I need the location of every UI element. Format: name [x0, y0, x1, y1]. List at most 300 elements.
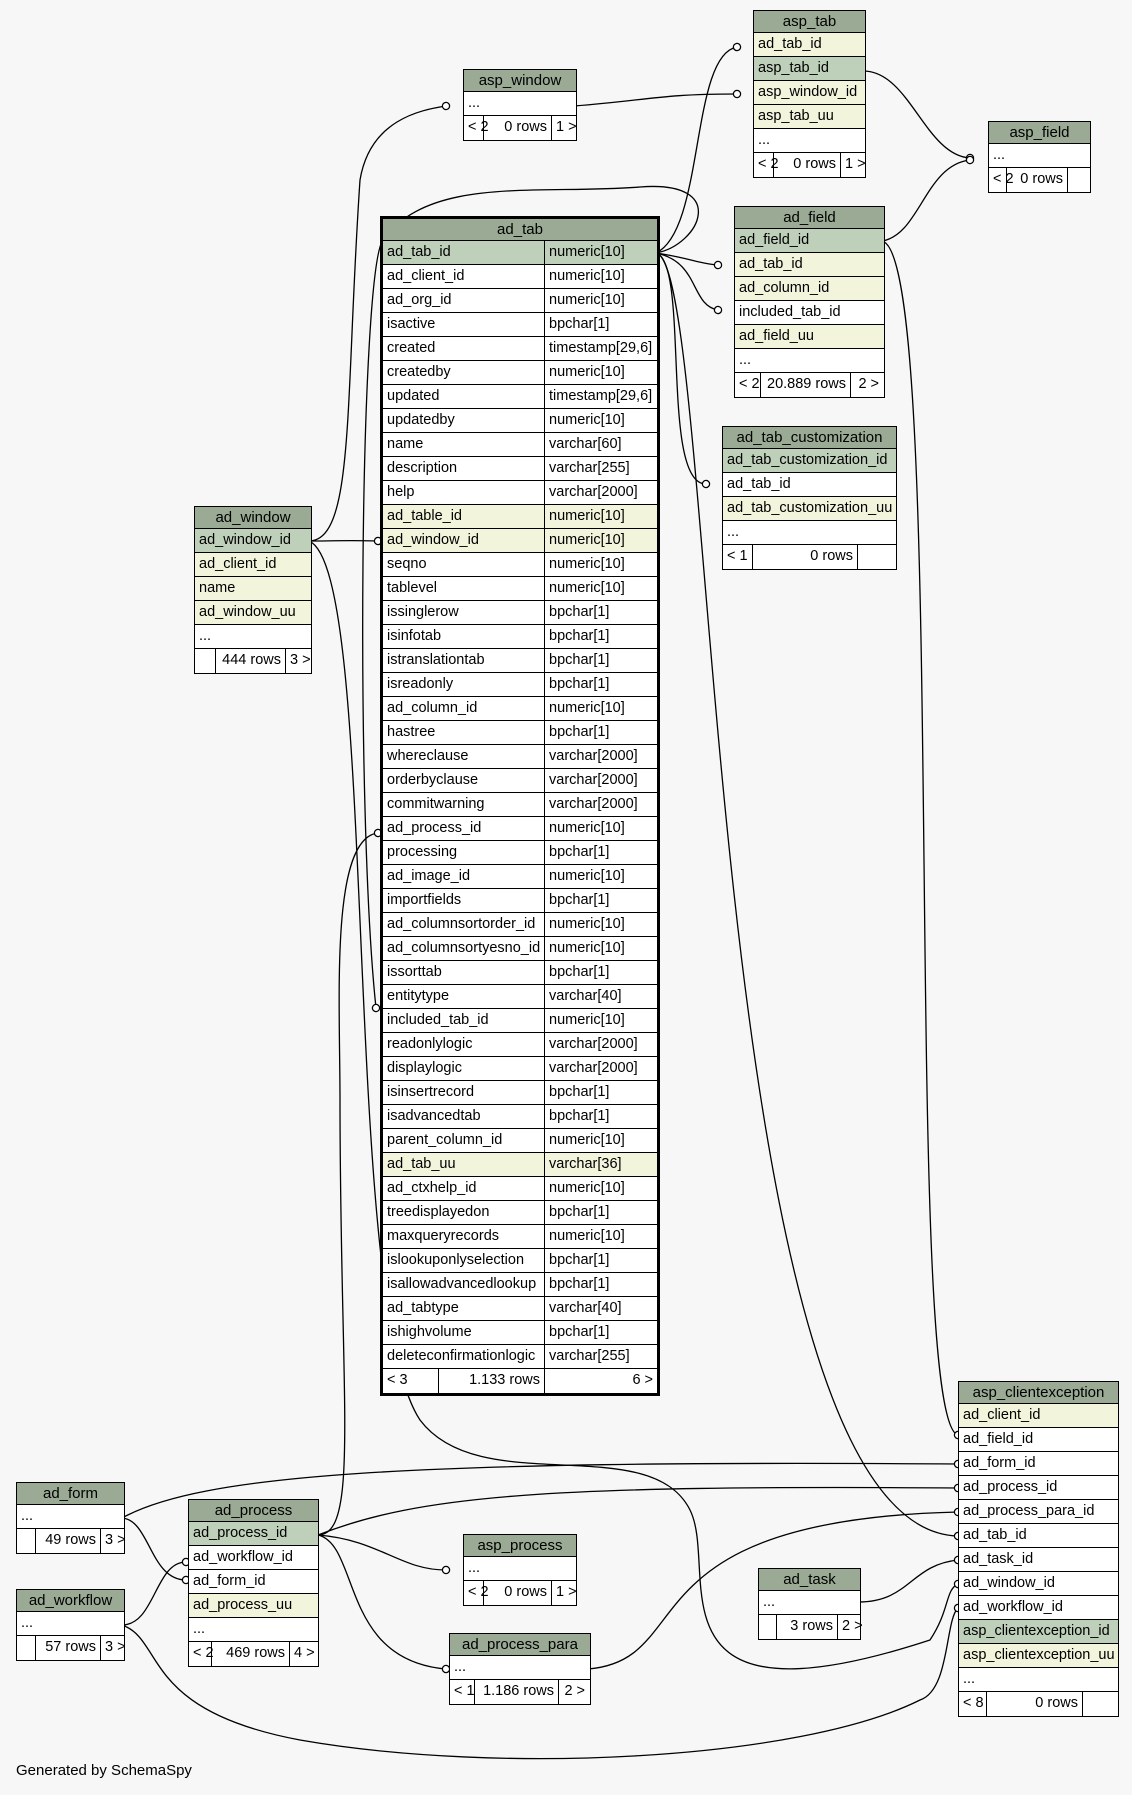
column-name: seqno: [387, 556, 427, 572]
column-type: numeric[10]: [544, 361, 657, 384]
column-row[interactable]: [959, 1572, 1118, 1596]
row-count: 1.133 rows: [438, 1369, 544, 1393]
column-row[interactable]: [383, 313, 657, 337]
parents-nav-link[interactable]: < 2: [468, 1584, 489, 1600]
column-type: bpchar[1]: [544, 1105, 657, 1128]
column-row[interactable]: [189, 1618, 318, 1642]
column-type: bpchar[1]: [544, 721, 657, 744]
parents-nav-link[interactable]: [195, 649, 215, 673]
column-row[interactable]: [759, 1591, 860, 1615]
column-row[interactable]: [735, 301, 884, 325]
column-name: ad_tab_uu: [387, 1156, 456, 1172]
column-row[interactable]: [383, 1009, 657, 1033]
table-ad-process-para[interactable]: [449, 1633, 591, 1705]
row-count: 20.889 rows: [760, 373, 850, 397]
edge-ad-workflow-ad-process: [122, 1562, 186, 1625]
column-row[interactable]: [959, 1548, 1118, 1572]
column-row[interactable]: [383, 1177, 657, 1201]
column-row[interactable]: [195, 577, 311, 601]
column-row[interactable]: [464, 1557, 576, 1581]
column-name: ad_process_id: [193, 1525, 288, 1541]
column-name: ad_tab_customization_uu: [727, 500, 893, 516]
column-name: asp_tab_uu: [758, 108, 834, 124]
row-count: 0 rows: [752, 545, 857, 569]
table-title[interactable]: ad_workflow: [17, 1590, 124, 1612]
column-row[interactable]: [723, 521, 896, 545]
column-type: numeric[10]: [544, 913, 657, 936]
column-row[interactable]: [383, 1105, 657, 1129]
edge-ad-process-asp-clientexception: [318, 1488, 958, 1535]
column-type: numeric[10]: [544, 505, 657, 528]
parents-nav-link[interactable]: < 2: [758, 156, 779, 172]
table-asp-process[interactable]: [463, 1534, 577, 1606]
column-type: varchar[40]: [544, 985, 657, 1008]
column-name: ad_columnsortyesno_id: [387, 940, 541, 956]
column-row[interactable]: [383, 889, 657, 913]
column-name: included_tab_id: [387, 1012, 489, 1028]
column-row[interactable]: [959, 1524, 1118, 1548]
children-nav-link[interactable]: 3 >: [100, 1529, 123, 1553]
column-row[interactable]: [959, 1644, 1118, 1668]
column-row[interactable]: [383, 481, 657, 505]
table-title[interactable]: asp_field: [989, 122, 1090, 144]
column-row[interactable]: [383, 913, 657, 937]
column-type: varchar[255]: [544, 457, 657, 480]
column-row[interactable]: [383, 793, 657, 817]
column-name: ad_tab_id: [758, 36, 822, 52]
column-name: ad_window_id: [387, 532, 479, 548]
column-type: bpchar[1]: [544, 1321, 657, 1344]
column-name: readonlylogic: [387, 1036, 473, 1052]
column-row[interactable]: [383, 1249, 657, 1273]
table-ad-field[interactable]: [734, 206, 885, 398]
row-count: 3 rows: [776, 1615, 837, 1639]
column-name: deleteconfirmationlogic: [387, 1348, 536, 1364]
column-type: numeric[10]: [544, 577, 657, 600]
column-name: issorttab: [387, 964, 442, 980]
column-type: varchar[2000]: [544, 1057, 657, 1080]
column-row[interactable]: [383, 1321, 657, 1345]
table-asp-clientexception[interactable]: [958, 1381, 1119, 1717]
column-row[interactable]: [383, 337, 657, 361]
table-footer: [17, 1529, 124, 1553]
column-type: bpchar[1]: [544, 313, 657, 336]
column-name: ...: [763, 1594, 776, 1610]
parents-nav-link[interactable]: < 2: [468, 119, 489, 135]
column-type: bpchar[1]: [544, 889, 657, 912]
column-type: bpchar[1]: [544, 1081, 657, 1104]
column-name: processing: [387, 844, 458, 860]
row-count: 469 rows: [211, 1642, 289, 1666]
column-type: bpchar[1]: [544, 961, 657, 984]
edge-ad-process-ad-process-para: [318, 1535, 446, 1669]
column-type: varchar[40]: [544, 1297, 657, 1320]
column-row[interactable]: [195, 529, 311, 553]
column-row[interactable]: [383, 361, 657, 385]
column-type: numeric[10]: [544, 265, 657, 288]
column-name: islookuponlyselection: [387, 1252, 525, 1268]
column-name: ad_org_id: [387, 292, 452, 308]
column-row[interactable]: [383, 529, 657, 553]
column-name: ...: [21, 1615, 34, 1631]
column-name: ...: [454, 1659, 467, 1675]
column-row[interactable]: [735, 325, 884, 349]
column-type: varchar[60]: [544, 433, 657, 456]
edge-ad-tab-ad-field-included: [656, 253, 718, 310]
column-row[interactable]: [189, 1570, 318, 1594]
table-title[interactable]: ad_task: [759, 1569, 860, 1591]
table-footer: [959, 1692, 1118, 1716]
column-name: updated: [387, 388, 440, 404]
column-name: isinsertrecord: [387, 1084, 475, 1100]
generated-by-credit: Generated by SchemaSpy: [16, 1762, 192, 1779]
column-name: ad_tab_id: [387, 244, 451, 260]
column-row[interactable]: [383, 1129, 657, 1153]
row-count: 1.186 rows: [474, 1680, 558, 1704]
parents-nav-link[interactable]: [759, 1615, 776, 1639]
column-name: asp_clientexception_id: [963, 1623, 1110, 1639]
column-name: isreadonly: [387, 676, 454, 692]
column-row[interactable]: [959, 1476, 1118, 1500]
column-name: ad_table_id: [387, 508, 462, 524]
column-name: ...: [468, 1560, 481, 1576]
table-title[interactable]: ad_process: [189, 1500, 318, 1522]
children-nav-link[interactable]: [1067, 168, 1089, 192]
column-type: bpchar[1]: [544, 1201, 657, 1224]
row-count: 0 rows: [773, 153, 840, 177]
column-name: asp_clientexception_uu: [963, 1647, 1115, 1663]
column-name: ad_tabtype: [387, 1300, 459, 1316]
column-row[interactable]: [959, 1452, 1118, 1476]
column-row[interactable]: [959, 1500, 1118, 1524]
column-row[interactable]: [959, 1404, 1118, 1428]
column-row[interactable]: [383, 577, 657, 601]
children-nav-link[interactable]: 2 >: [850, 373, 883, 397]
edge-ad-tab-customization: [656, 253, 706, 484]
column-row[interactable]: [464, 92, 576, 116]
column-type: varchar[2000]: [544, 793, 657, 816]
parents-nav-link[interactable]: < 2: [993, 171, 1014, 187]
children-nav-link[interactable]: 2 >: [558, 1680, 589, 1704]
children-nav-link[interactable]: 3 >: [285, 649, 310, 673]
parents-nav-link[interactable]: < 1: [454, 1683, 475, 1699]
column-row[interactable]: [754, 81, 865, 105]
column-type: numeric[10]: [544, 553, 657, 576]
column-row[interactable]: [189, 1594, 318, 1618]
edge-ad-task-asp-clientexception: [858, 1560, 958, 1602]
column-name: ad_column_id: [739, 280, 830, 296]
column-name: displaylogic: [387, 1060, 462, 1076]
column-row[interactable]: [383, 841, 657, 865]
table-footer: [735, 373, 884, 397]
column-row[interactable]: [383, 1057, 657, 1081]
column-name: ad_image_id: [387, 868, 471, 884]
column-name: ad_task_id: [963, 1551, 1034, 1567]
edge-asp-tab-asp-field: [864, 71, 970, 158]
column-name: ad_workflow_id: [193, 1549, 293, 1565]
column-name: created: [387, 340, 436, 356]
column-name: ad_tab_id: [963, 1527, 1027, 1543]
column-row[interactable]: [959, 1620, 1118, 1644]
column-row[interactable]: [17, 1612, 124, 1636]
column-row[interactable]: [989, 144, 1090, 168]
children-nav-link[interactable]: 1 >: [551, 1581, 575, 1605]
column-row[interactable]: [735, 349, 884, 373]
table-ad-tab-customization[interactable]: [722, 426, 897, 570]
parents-nav-link[interactable]: < 3: [387, 1372, 408, 1388]
column-type: bpchar[1]: [544, 601, 657, 624]
column-name: name: [199, 580, 236, 596]
column-row[interactable]: [383, 937, 657, 961]
column-name: ad_process_para_id: [963, 1503, 1095, 1519]
column-name: ad_field_id: [739, 232, 810, 248]
children-nav-link[interactable]: 3 >: [100, 1636, 123, 1660]
column-row[interactable]: [723, 497, 896, 521]
column-row[interactable]: [754, 129, 865, 153]
table-title[interactable]: asp_clientexception: [959, 1382, 1118, 1404]
children-nav-link[interactable]: [857, 545, 895, 569]
column-row[interactable]: [383, 721, 657, 745]
parents-nav-link[interactable]: < 8: [963, 1695, 984, 1711]
row-count: 0 rows: [483, 116, 551, 140]
children-nav-link[interactable]: 2 >: [837, 1615, 859, 1639]
column-type: numeric[10]: [544, 1225, 657, 1248]
children-nav-link[interactable]: [1082, 1692, 1117, 1716]
column-type: timestamp[29,6]: [544, 337, 657, 360]
column-name: issinglerow: [387, 604, 459, 620]
column-row[interactable]: [450, 1656, 590, 1680]
column-row[interactable]: [383, 961, 657, 985]
parents-nav-link[interactable]: < 1: [727, 548, 748, 564]
column-name: ad_process_id: [963, 1479, 1058, 1495]
column-type: varchar[2000]: [544, 1033, 657, 1056]
column-row[interactable]: [189, 1522, 318, 1546]
table-title[interactable]: ad_tab_customization: [723, 427, 896, 449]
column-row[interactable]: [383, 1297, 657, 1321]
column-type: varchar[2000]: [544, 481, 657, 504]
row-count: 0 rows: [1006, 168, 1067, 192]
table-title[interactable]: ad_field: [735, 207, 884, 229]
column-row[interactable]: [383, 457, 657, 481]
table-footer: [450, 1680, 590, 1704]
column-row[interactable]: [383, 553, 657, 577]
column-row[interactable]: [383, 241, 657, 265]
column-row[interactable]: [383, 601, 657, 625]
table-footer: [723, 545, 896, 569]
column-name: isactive: [387, 316, 436, 332]
column-name: tablevel: [387, 580, 437, 596]
table-asp-tab[interactable]: [753, 10, 866, 178]
column-row[interactable]: [383, 1081, 657, 1105]
column-row[interactable]: [383, 1345, 657, 1369]
table-footer: [189, 1642, 318, 1666]
table-footer: [754, 153, 865, 177]
table-ad-workflow[interactable]: [16, 1589, 125, 1661]
row-count: 0 rows: [483, 1581, 551, 1605]
column-row[interactable]: [754, 57, 865, 81]
column-row[interactable]: [383, 865, 657, 889]
column-name: help: [387, 484, 415, 500]
column-type: varchar[2000]: [544, 769, 657, 792]
column-name: ad_window_id: [963, 1575, 1055, 1591]
parents-nav-link[interactable]: < 2: [193, 1645, 214, 1661]
column-name: ad_ctxhelp_id: [387, 1180, 477, 1196]
table-footer: [989, 168, 1090, 192]
table-footer: [759, 1615, 863, 1639]
column-name: ad_client_id: [199, 556, 277, 572]
column-name: ...: [21, 1508, 34, 1524]
row-count: 57 rows: [35, 1636, 100, 1660]
column-type: bpchar[1]: [544, 625, 657, 648]
column-type: numeric[10]: [544, 409, 657, 432]
column-name: ad_field_id: [963, 1431, 1034, 1447]
column-row[interactable]: [383, 1153, 657, 1177]
row-count: 49 rows: [35, 1529, 100, 1553]
table-footer: [464, 116, 576, 140]
column-name: isinfotab: [387, 628, 442, 644]
column-row[interactable]: [195, 601, 311, 625]
edge-ad-process-ad-tab: [318, 833, 378, 1535]
column-row[interactable]: [735, 253, 884, 277]
column-row[interactable]: [195, 625, 311, 649]
table-asp-field[interactable]: [988, 121, 1091, 193]
column-row[interactable]: [189, 1546, 318, 1570]
column-type: numeric[10]: [544, 1009, 657, 1032]
column-row[interactable]: [383, 817, 657, 841]
column-name: ad_process_uu: [193, 1597, 293, 1613]
column-name: treedisplayedon: [387, 1204, 490, 1220]
column-row[interactable]: [383, 649, 657, 673]
column-type: numeric[10]: [544, 241, 657, 264]
column-name: ad_client_id: [387, 268, 465, 284]
table-ad-task[interactable]: [758, 1568, 861, 1640]
table-ad-window[interactable]: [194, 506, 312, 674]
row-count: 444 rows: [215, 649, 285, 673]
column-row[interactable]: [383, 745, 657, 769]
column-name: description: [387, 460, 458, 476]
column-name: ad_workflow_id: [963, 1599, 1063, 1615]
column-name: ad_process_id: [387, 820, 482, 836]
column-name: istranslationtab: [387, 652, 485, 668]
parents-nav-link[interactable]: < 2: [739, 376, 760, 392]
column-row[interactable]: [383, 505, 657, 529]
column-type: numeric[10]: [544, 697, 657, 720]
column-name: orderbyclause: [387, 772, 479, 788]
table-title[interactable]: ad_form: [17, 1483, 124, 1505]
column-name: maxqueryrecords: [387, 1228, 500, 1244]
column-row[interactable]: [383, 625, 657, 649]
column-type: numeric[10]: [544, 817, 657, 840]
column-name: isadvancedtab: [387, 1108, 481, 1124]
column-row[interactable]: [383, 985, 657, 1009]
column-row[interactable]: [723, 449, 896, 473]
column-row[interactable]: [383, 1201, 657, 1225]
parents-nav-link[interactable]: [17, 1529, 35, 1553]
children-nav-link[interactable]: 6 >: [544, 1369, 657, 1393]
column-row[interactable]: [959, 1428, 1118, 1452]
table-ad-tab[interactable]: [380, 216, 660, 1396]
column-name: ad_window_uu: [199, 604, 296, 620]
column-row[interactable]: [383, 1033, 657, 1057]
column-row[interactable]: [383, 409, 657, 433]
column-row[interactable]: [17, 1505, 124, 1529]
children-nav-link[interactable]: 1 >: [551, 116, 575, 140]
children-nav-link[interactable]: 4 >: [289, 1642, 317, 1666]
table-title[interactable]: asp_window: [464, 70, 576, 92]
row-count: 0 rows: [986, 1692, 1082, 1716]
column-row[interactable]: [723, 473, 896, 497]
column-name: hastree: [387, 724, 436, 740]
column-name: isallowadvancedlookup: [387, 1276, 537, 1292]
children-nav-link[interactable]: 1 >: [840, 153, 864, 177]
column-type: bpchar[1]: [544, 1249, 657, 1272]
table-title[interactable]: ad_tab: [383, 219, 657, 241]
column-row[interactable]: [383, 385, 657, 409]
table-footer: [17, 1636, 124, 1660]
column-type: varchar[2000]: [544, 745, 657, 768]
column-name: parent_column_id: [387, 1132, 503, 1148]
column-row[interactable]: [195, 553, 311, 577]
table-title[interactable]: ad_process_para: [450, 1634, 590, 1656]
column-type: timestamp[29,6]: [544, 385, 657, 408]
column-name: ...: [993, 147, 1006, 163]
column-name: ad_column_id: [387, 700, 478, 716]
column-name: asp_tab_id: [758, 60, 829, 76]
column-type: numeric[10]: [544, 529, 657, 552]
column-name: ishighvolume: [387, 1324, 472, 1340]
column-name: ad_form_id: [963, 1455, 1036, 1471]
parents-nav-link[interactable]: [17, 1636, 35, 1660]
column-row[interactable]: [735, 229, 884, 253]
column-row[interactable]: [383, 1225, 657, 1249]
column-row[interactable]: [754, 33, 865, 57]
column-row[interactable]: [383, 265, 657, 289]
column-row[interactable]: [735, 277, 884, 301]
column-name: asp_window_id: [758, 84, 858, 100]
column-name: updatedby: [387, 412, 455, 428]
table-ad-process[interactable]: [188, 1499, 319, 1667]
table-footer: [195, 649, 311, 673]
column-name: ...: [199, 628, 212, 644]
table-asp-window[interactable]: [463, 69, 577, 141]
column-type: bpchar[1]: [544, 673, 657, 696]
table-title[interactable]: ad_window: [195, 507, 311, 529]
column-row[interactable]: [959, 1596, 1118, 1620]
column-name: entitytype: [387, 988, 450, 1004]
column-name: ...: [963, 1671, 976, 1687]
column-row[interactable]: [383, 697, 657, 721]
column-row[interactable]: [383, 1273, 657, 1297]
edge-ad-form-ad-process: [122, 1518, 186, 1580]
column-name: ad_form_id: [193, 1573, 266, 1589]
column-row[interactable]: [383, 289, 657, 313]
column-row[interactable]: [959, 1668, 1118, 1692]
column-name: ...: [758, 132, 771, 148]
table-title[interactable]: asp_process: [464, 1535, 576, 1557]
column-type: varchar[255]: [544, 1345, 657, 1368]
column-type: numeric[10]: [544, 1129, 657, 1152]
column-name: ad_field_uu: [739, 328, 814, 344]
column-row[interactable]: [754, 105, 865, 129]
column-row[interactable]: [383, 769, 657, 793]
column-name: ...: [468, 95, 481, 111]
column-name: ad_columnsortorder_id: [387, 916, 536, 932]
column-row[interactable]: [383, 673, 657, 697]
column-row[interactable]: [383, 433, 657, 457]
table-title[interactable]: asp_tab: [754, 11, 865, 33]
column-name: ad_window_id: [199, 532, 291, 548]
table-ad-form[interactable]: [16, 1482, 125, 1554]
